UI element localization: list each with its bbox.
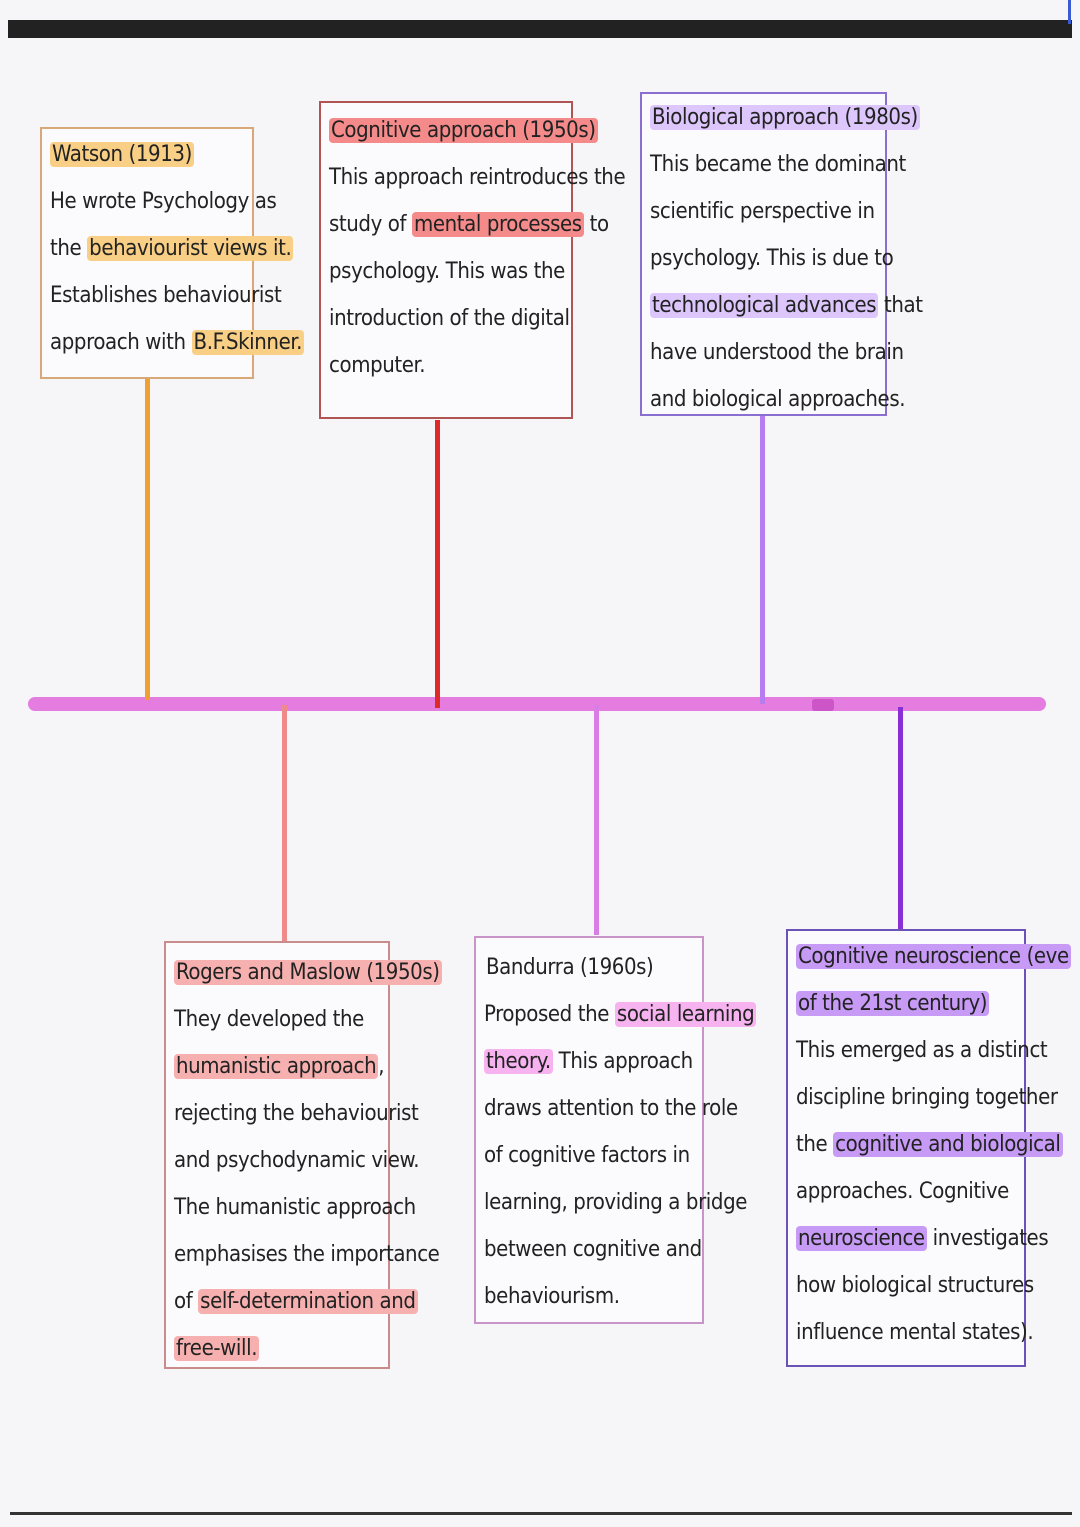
event-title: Watson (1913) xyxy=(52,142,192,167)
scan-bottom-edge xyxy=(10,1512,1072,1515)
connector-biological xyxy=(760,414,765,704)
event-text: and biological approaches. xyxy=(650,387,906,412)
event-text-line xyxy=(50,225,292,272)
event-text: approaches. Cognitive xyxy=(796,1179,1009,1204)
event-text-line xyxy=(484,991,755,1038)
highlighted-term: cognitive and biological xyxy=(835,1132,1061,1157)
event-text-line xyxy=(650,188,877,235)
connector-bandurra xyxy=(594,705,599,935)
event-text-line xyxy=(329,295,570,342)
event-text: psychology. This was the xyxy=(329,259,565,284)
event-text-line xyxy=(650,376,906,423)
scan-top-edge xyxy=(8,20,1072,38)
event-text-line xyxy=(484,1038,694,1085)
event-card-neuroscience xyxy=(786,929,1069,1367)
event-text: , xyxy=(378,1054,385,1079)
event-text-line xyxy=(796,1168,1016,1215)
event-text-line xyxy=(650,282,923,329)
event-text: of xyxy=(174,1289,199,1314)
event-text: between cognitive and xyxy=(484,1237,702,1262)
event-text: The humanistic approach xyxy=(174,1195,416,1220)
event-text-line xyxy=(174,1043,385,1090)
event-text-line xyxy=(329,154,626,201)
event-text: influence mental states). xyxy=(796,1320,1034,1345)
timeline-axis xyxy=(28,697,1046,711)
event-text-line xyxy=(650,235,894,282)
event-text: and psychodynamic view. xyxy=(174,1148,420,1173)
event-card-rogers xyxy=(164,941,440,1369)
event-text-line xyxy=(796,1262,1034,1309)
event-text-line xyxy=(484,1273,694,1320)
highlighted-term: mental processes xyxy=(413,212,582,237)
event-text-line xyxy=(329,201,609,248)
event-text-line xyxy=(174,1184,416,1231)
event-card-bandurra xyxy=(474,936,755,1324)
event-text: emphasises the importance xyxy=(174,1242,440,1267)
event-text-line xyxy=(174,1231,440,1278)
timeline-axis-marker xyxy=(812,699,834,711)
event-text-line xyxy=(484,1179,748,1226)
event-text-line xyxy=(50,178,277,225)
event-text: draws attention to the role xyxy=(484,1096,738,1121)
connector-neuroscience xyxy=(898,707,903,933)
event-text-line xyxy=(796,1074,1058,1121)
event-card-cognitive xyxy=(319,101,626,419)
event-text-line xyxy=(796,1027,1048,1074)
event-card-watson xyxy=(40,127,302,379)
event-text: study of xyxy=(329,212,412,237)
event-text: the xyxy=(796,1132,834,1157)
event-text-line xyxy=(174,1137,420,1184)
highlighted-term: behaviourist views it. xyxy=(89,236,292,261)
highlighted-term: theory. xyxy=(486,1049,551,1074)
event-text: of cognitive factors in xyxy=(484,1143,690,1168)
event-text-line xyxy=(329,342,563,389)
event-title: Cognitive approach (1950s) xyxy=(331,118,596,143)
highlighted-term: social learning xyxy=(616,1002,755,1027)
event-text: the xyxy=(50,236,88,261)
highlighted-term: humanistic approach xyxy=(176,1054,377,1079)
event-text: that xyxy=(878,293,923,318)
highlighted-term: technological advances xyxy=(652,293,877,318)
event-text: computer. xyxy=(329,353,426,378)
event-text-line xyxy=(329,248,563,295)
connector-rogers xyxy=(282,705,287,943)
highlighted-term: neuroscience xyxy=(798,1226,925,1251)
connector-watson xyxy=(145,376,150,700)
connector-cognitive xyxy=(435,420,440,708)
highlighted-term: B.F.Skinner. xyxy=(193,330,302,355)
event-card-biological xyxy=(640,92,923,416)
event-text-line xyxy=(174,1278,416,1325)
event-title: Biological approach (1980s) xyxy=(652,105,918,130)
event-text-line xyxy=(650,141,906,188)
event-text: Establishes behaviourist xyxy=(50,283,282,308)
event-text: introduction of the digital xyxy=(329,306,570,331)
event-text-line xyxy=(484,1132,694,1179)
event-title: Rogers and Maslow (1950s) xyxy=(176,960,440,985)
event-text: rejecting the behaviourist xyxy=(174,1101,419,1126)
event-text-line xyxy=(484,1085,738,1132)
event-text: to xyxy=(583,212,609,237)
event-text-line xyxy=(174,1325,380,1372)
event-title: Bandurra (1960s) xyxy=(486,955,654,980)
event-text-line xyxy=(796,1309,1034,1356)
event-text: They developed the xyxy=(174,1007,364,1032)
event-text-line xyxy=(50,319,302,366)
event-text: This emerged as a distinct xyxy=(796,1038,1048,1063)
highlighted-term: free-will. xyxy=(176,1336,258,1361)
event-title: Cognitive neuroscience (eve xyxy=(798,944,1069,969)
event-title-continued: of the 21st century) xyxy=(798,991,988,1016)
event-text: how biological structures xyxy=(796,1273,1034,1298)
event-text: This became the dominant xyxy=(650,152,906,177)
event-text: have understood the brain xyxy=(650,340,904,365)
event-text-line xyxy=(650,329,904,376)
event-text: He wrote Psychology as xyxy=(50,189,277,214)
event-text-line xyxy=(796,1121,1061,1168)
event-text: This approach reintroduces the xyxy=(329,165,626,190)
event-text: scientific perspective in xyxy=(650,199,875,224)
event-text: Proposed the xyxy=(484,1002,615,1027)
event-text: behaviourism. xyxy=(484,1284,620,1309)
highlighted-term: self-determination and xyxy=(200,1289,416,1314)
event-text: discipline bringing together xyxy=(796,1085,1058,1110)
event-text-line xyxy=(174,1090,419,1137)
event-text-line xyxy=(484,1226,702,1273)
event-text: approach with xyxy=(50,330,192,355)
event-text-line xyxy=(796,1215,1049,1262)
event-text: investigates xyxy=(926,1226,1049,1251)
event-text-line xyxy=(50,272,282,319)
event-text: psychology. This is due to xyxy=(650,246,894,271)
event-text: This approach xyxy=(552,1049,693,1074)
event-text-line xyxy=(174,996,380,1043)
scan-right-edge-mark xyxy=(1068,0,1071,24)
event-text: learning, providing a bridge xyxy=(484,1190,748,1215)
